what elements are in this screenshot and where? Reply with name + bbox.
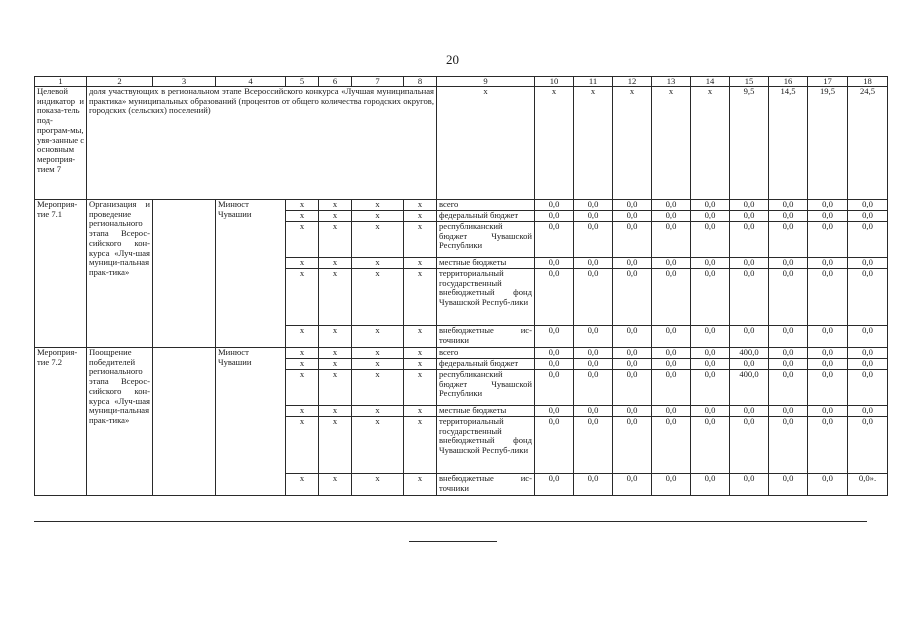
amount-cell: 0,0 [691,359,730,370]
amount-cell: 0,0 [730,211,769,222]
code-cell: x [404,200,437,211]
amount-cell: 0,0 [613,269,652,326]
amount-cell: 0,0 [848,211,888,222]
amount-cell: 0,0 [848,326,888,348]
amount-cell: 0,0 [574,200,613,211]
amount-cell: 0,0 [848,417,888,474]
header-cell: 4 [216,77,286,87]
header-cell: 10 [535,77,574,87]
amount-cell: 0,0 [769,348,808,359]
code-cell: x [286,326,319,348]
target-value-cell: 19,5 [808,87,848,200]
amount-cell: 0,0 [613,359,652,370]
amount-cell: 0,0 [535,200,574,211]
code-cell: x [404,474,437,496]
header-cell: 14 [691,77,730,87]
financing-table [34,76,888,496]
amount-cell: 0,0 [652,417,691,474]
code-cell: x [286,406,319,417]
code-cell: x [286,222,319,258]
amount-cell: 400,0 [730,348,769,359]
code-cell: x [319,474,352,496]
code-cell: x [319,406,352,417]
amount-cell: 0,0 [769,406,808,417]
event-responsible: Минюст Чувашии [216,348,286,496]
amount-cell: 0,0 [808,348,848,359]
target-value-cell: x [574,87,613,200]
event-empty-cell [153,200,216,348]
header-cell: 5 [286,77,319,87]
amount-cell: 0,0 [574,222,613,258]
amount-cell: 0,0 [535,417,574,474]
code-cell: x [286,211,319,222]
target-indicator-row [35,87,888,200]
amount-cell: 0,0 [769,326,808,348]
amount-cell: 0,0 [613,326,652,348]
amount-cell: 0,0 [808,406,848,417]
amount-cell: 0,0 [848,222,888,258]
amount-cell: 0,0 [691,211,730,222]
header-cell: 8 [404,77,437,87]
event-empty-cell [153,348,216,496]
page-number: 20 [446,52,459,67]
amount-cell: 0,0 [652,269,691,326]
amount-cell: 0,0 [769,417,808,474]
funding-source: всего [437,200,535,211]
code-cell: x [352,269,404,326]
code-cell: x [319,326,352,348]
amount-cell: 0,0 [769,200,808,211]
amount-cell: 0,0 [613,406,652,417]
amount-cell: 0,0 [613,258,652,269]
amount-cell: 0,0 [769,269,808,326]
amount-cell: 0,0 [848,348,888,359]
header-cell: 11 [574,77,613,87]
header-cell: 17 [808,77,848,87]
end-of-document-line [409,541,497,542]
amount-cell: 0,0 [769,474,808,496]
amount-cell: 0,0 [808,370,848,406]
code-cell: x [319,258,352,269]
amount-cell: 0,0 [808,211,848,222]
amount-cell: 0,0 [574,258,613,269]
header-cell: 1 [35,77,87,87]
target-indicator-description: доля участвующих в региональном этапе Всероссийского конкурса «Лучшая муниципальная практика» муниципальных образований (процентов от общего количества городских округов, городских (сельских) поселений) [87,87,437,200]
amount-cell: 0,0 [769,258,808,269]
code-cell: x [352,417,404,474]
header-cell: 18 [848,77,888,87]
amount-cell: 0,0 [574,326,613,348]
funding-source: федеральный бюджет [437,359,535,370]
amount-cell: 0,0 [691,222,730,258]
funding-row [35,200,888,211]
amount-cell: 0,0 [691,326,730,348]
amount-cell: 0,0 [808,269,848,326]
code-cell: x [404,348,437,359]
amount-cell: 0,0 [574,370,613,406]
amount-cell: 0,0». [848,474,888,496]
amount-cell: 0,0 [730,359,769,370]
amount-cell: 0,0 [691,258,730,269]
funding-source: местные бюджеты [437,406,535,417]
amount-cell: 0,0 [535,370,574,406]
amount-cell: 0,0 [652,222,691,258]
event-description: Поощрение победителей регионального этапа Всерос-сийского кон-курса «Луч-шая муници-пальная прак-тика» [87,348,153,496]
amount-cell: 0,0 [730,269,769,326]
amount-cell: 0,0 [535,359,574,370]
funding-source: республиканский бюджет Чувашской Республики [437,370,535,406]
amount-cell: 0,0 [808,200,848,211]
target-value-cell: x [613,87,652,200]
amount-cell: 0,0 [574,406,613,417]
code-cell: x [404,417,437,474]
amount-cell: 0,0 [535,269,574,326]
header-cell: 7 [352,77,404,87]
amount-cell: 0,0 [848,359,888,370]
amount-cell: 0,0 [808,326,848,348]
funding-source: внебюджетные ис-точники [437,474,535,496]
funding-source: местные бюджеты [437,258,535,269]
amount-cell: 0,0 [730,474,769,496]
code-cell: x [352,474,404,496]
code-cell: x [319,370,352,406]
code-cell: x [319,200,352,211]
code-cell: x [352,406,404,417]
code-cell: x [286,348,319,359]
amount-cell: 0,0 [808,222,848,258]
amount-cell: 0,0 [808,474,848,496]
code-cell: x [286,417,319,474]
code-cell: x [352,348,404,359]
code-cell: x [286,258,319,269]
amount-cell: 0,0 [769,359,808,370]
funding-source: внебюджетные ис-точники [437,326,535,348]
amount-cell: 0,0 [848,200,888,211]
code-cell: x [286,269,319,326]
amount-cell: 0,0 [613,474,652,496]
header-cell: 15 [730,77,769,87]
amount-cell: 0,0 [574,348,613,359]
table-bottom-border [34,521,867,522]
code-cell: x [319,359,352,370]
code-cell: x [404,269,437,326]
header-cell: 13 [652,77,691,87]
code-cell: x [319,222,352,258]
amount-cell: 0,0 [691,417,730,474]
code-cell: x [286,359,319,370]
code-cell: x [352,258,404,269]
amount-cell: 0,0 [652,406,691,417]
amount-cell: 0,0 [613,348,652,359]
amount-cell: 0,0 [730,326,769,348]
code-cell: x [319,269,352,326]
amount-cell: 0,0 [652,359,691,370]
amount-cell: 0,0 [613,370,652,406]
funding-source: всего [437,348,535,359]
amount-cell: 0,0 [808,417,848,474]
amount-cell: 0,0 [613,417,652,474]
code-cell: x [352,370,404,406]
funding-source: республиканский бюджет Чувашской Республики [437,222,535,258]
code-cell: x [404,370,437,406]
header-cell: 6 [319,77,352,87]
header-cell: 2 [87,77,153,87]
target-value-cell: 24,5 [848,87,888,200]
column-number-row [35,77,888,87]
amount-cell: 0,0 [574,359,613,370]
event-name: Мероприя-тие 7.1 [35,200,87,348]
code-cell: x [404,211,437,222]
funding-source: федеральный бюджет [437,211,535,222]
code-cell: x [404,258,437,269]
amount-cell: 0,0 [574,474,613,496]
funding-source: территориальный государственный внебюджетный фонд Чувашской Респуб-лики [437,417,535,474]
target-value-cell: x [691,87,730,200]
code-cell: x [319,348,352,359]
amount-cell: 0,0 [691,200,730,211]
amount-cell: 0,0 [535,258,574,269]
amount-cell: 0,0 [613,200,652,211]
code-cell: x [404,326,437,348]
amount-cell: 0,0 [574,269,613,326]
amount-cell: 0,0 [848,406,888,417]
amount-cell: 400,0 [730,370,769,406]
target-indicator-label: Целевой индикатор и показа-тель под-програм-мы, увя-занные с основным мероприя-тием 7 [35,87,87,200]
amount-cell: 0,0 [613,222,652,258]
code-cell: x [286,370,319,406]
amount-cell: 0,0 [848,269,888,326]
amount-cell: 0,0 [808,258,848,269]
header-cell: 12 [613,77,652,87]
amount-cell: 0,0 [808,359,848,370]
amount-cell: 0,0 [769,222,808,258]
amount-cell: 0,0 [535,406,574,417]
amount-cell: 0,0 [652,326,691,348]
code-cell: x [319,417,352,474]
amount-cell: 0,0 [730,200,769,211]
amount-cell: 0,0 [535,326,574,348]
amount-cell: 0,0 [652,348,691,359]
amount-cell: 0,0 [691,269,730,326]
amount-cell: 0,0 [652,211,691,222]
table-body [35,77,888,496]
amount-cell: 0,0 [574,417,613,474]
amount-cell: 0,0 [848,370,888,406]
amount-cell: 0,0 [535,222,574,258]
event-description: Организация и проведение регионального этапа Всерос-сийского кон-курса «Луч-шая муници-пальная прак-тика» [87,200,153,348]
code-cell: x [352,200,404,211]
code-cell: x [404,359,437,370]
amount-cell: 0,0 [848,258,888,269]
code-cell: x [286,474,319,496]
funding-row [35,348,888,359]
amount-cell: 0,0 [769,211,808,222]
amount-cell: 0,0 [613,211,652,222]
header-cell: 9 [437,77,535,87]
target-value-cell: 14,5 [769,87,808,200]
amount-cell: 0,0 [691,406,730,417]
target-indicator-col9: x [437,87,535,200]
code-cell: x [352,359,404,370]
amount-cell: 0,0 [652,200,691,211]
amount-cell: 0,0 [691,474,730,496]
code-cell: x [352,326,404,348]
amount-cell: 0,0 [730,417,769,474]
funding-source: территориальный государственный внебюджетный фонд Чувашской Респуб-лики [437,269,535,326]
code-cell: x [286,200,319,211]
amount-cell: 0,0 [691,348,730,359]
code-cell: x [352,222,404,258]
amount-cell: 0,0 [652,474,691,496]
event-name: Мероприя-тие 7.2 [35,348,87,496]
amount-cell: 0,0 [730,258,769,269]
amount-cell: 0,0 [769,370,808,406]
amount-cell: 0,0 [730,222,769,258]
amount-cell: 0,0 [652,370,691,406]
code-cell: x [404,222,437,258]
event-responsible: Минюст Чувашии [216,200,286,348]
target-value-cell: 9,5 [730,87,769,200]
target-value-cell: x [535,87,574,200]
amount-cell: 0,0 [535,474,574,496]
header-cell: 16 [769,77,808,87]
target-value-cell: x [652,87,691,200]
amount-cell: 0,0 [535,348,574,359]
header-cell: 3 [153,77,216,87]
amount-cell: 0,0 [574,211,613,222]
code-cell: x [404,406,437,417]
amount-cell: 0,0 [535,211,574,222]
amount-cell: 0,0 [691,370,730,406]
code-cell: x [352,211,404,222]
code-cell: x [319,211,352,222]
amount-cell: 0,0 [652,258,691,269]
amount-cell: 0,0 [730,406,769,417]
